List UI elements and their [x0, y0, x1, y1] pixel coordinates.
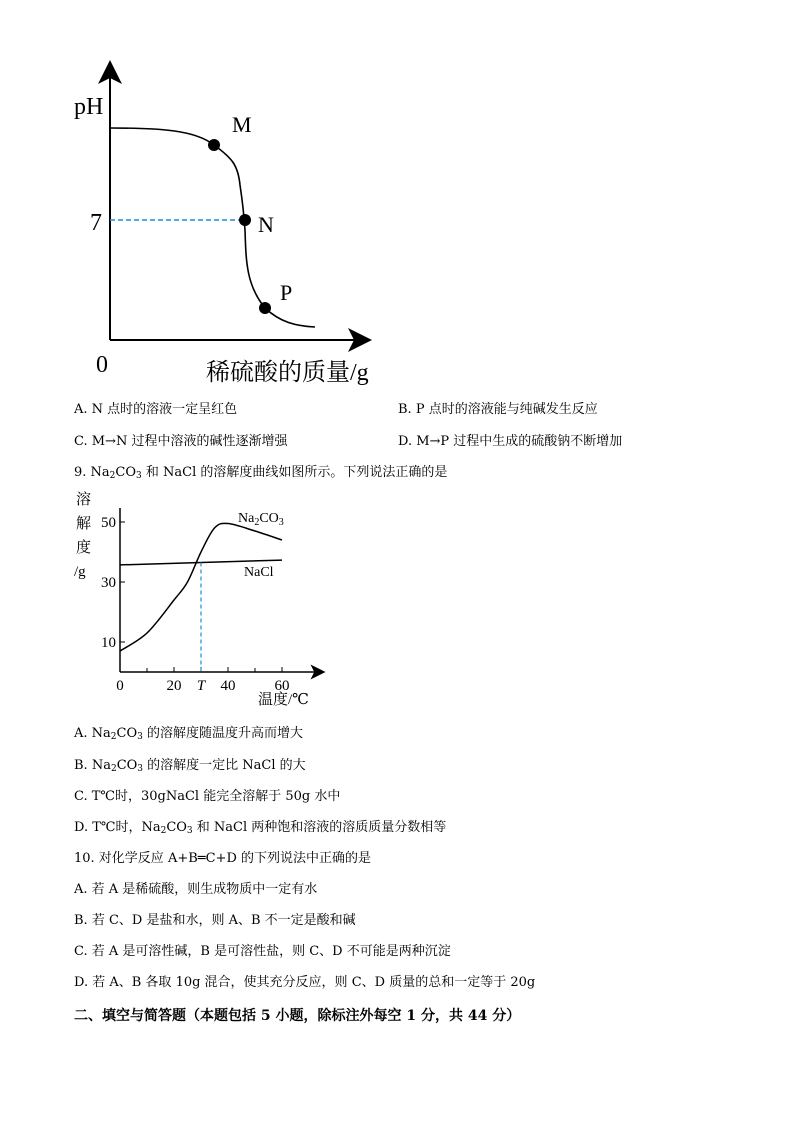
point-n-label: N	[258, 212, 274, 237]
y-tick-label: 50	[101, 515, 116, 531]
sol-y-label-4: /g	[74, 564, 86, 580]
y-tick-label: 10	[101, 635, 116, 651]
legend-nacl: NaCl	[244, 565, 274, 580]
q10-option-b: B. 若 C、D 是盐和水，则 A、B 不一定是酸和碱	[74, 913, 356, 928]
sol-y-label-3: 度	[76, 540, 92, 556]
q10-option-d: D. 若 A、B 各取 10g 混合，使其充分反应，则 C、D 质量的总和一定等于 20g	[74, 975, 536, 990]
q9-stem: 9. $Na_2CO_3$ 和 NaCl 的溶解度曲线如图所示。下列说法正确的是	[74, 465, 448, 481]
section-2-heading: 二、填空与简答题（本题包括 5 小题，除标注外每空 1 分，共 44 分）	[74, 1008, 521, 1024]
x-tick-label: 60	[274, 678, 290, 694]
ph-y-label: pH	[74, 94, 104, 120]
legend-na2co3: $Na_2CO_3$	[238, 511, 284, 528]
q10-stem: 10. 对化学反应 A+B═C+D 的下列说法中正确的是	[74, 851, 371, 866]
sol-x-label: 温度/℃	[258, 692, 309, 708]
point-m-label: M	[232, 112, 252, 137]
q9-option-b: B. $Na_2CO_3$ 的溶解度一定比 NaCl 的大	[74, 758, 306, 774]
solubility-chart	[0, 490, 794, 720]
q9-option-c: C. T℃时，30gNaCl 能完全溶解于 50g 水中	[74, 789, 341, 804]
ph-origin-label: 0	[96, 352, 108, 378]
point-m	[208, 139, 220, 151]
sol-y-label-1: 溶	[76, 492, 92, 508]
q9-option-a: A. $Na_2CO_3$ 的溶解度随温度升高而增大	[74, 726, 303, 742]
q9-option-d: D. T℃时，$Na_2CO_3$ 和 NaCl 两种饱和溶液的溶质质量分数相等	[74, 820, 447, 836]
x-tick-label: 40	[220, 678, 236, 694]
ph-chart	[0, 0, 794, 400]
ph-x-label: 稀硫酸的质量/g	[206, 360, 369, 386]
q8-option-a: A. N 点时的溶液一定呈红色	[74, 402, 238, 417]
sol-y-label-2: 解	[76, 516, 92, 532]
point-n	[239, 214, 251, 226]
q10-option-a: A. 若 A 是稀硫酸，则生成物质中一定有水	[74, 882, 318, 897]
x-tick-label: 20	[166, 678, 182, 694]
q8-option-b: B. P 点时的溶液能与纯碱发生反应	[398, 402, 598, 417]
point-p	[259, 302, 271, 314]
q8-option-c: C. M→N 过程中溶液的碱性逐渐增强	[74, 434, 288, 449]
q8-option-d: D. M→P 过程中生成的硫酸钠不断增加	[398, 434, 623, 449]
point-p-label: P	[280, 280, 293, 305]
q10-option-c: C. 若 A 是可溶性碱，B 是可溶性盐，则 C、D 不可能是两种沉淀	[74, 944, 451, 959]
ph-tick-7: 7	[90, 210, 102, 236]
x-tick-label: T	[196, 678, 206, 694]
x-tick-label: 0	[116, 678, 124, 694]
y-tick-label: 30	[101, 575, 116, 591]
